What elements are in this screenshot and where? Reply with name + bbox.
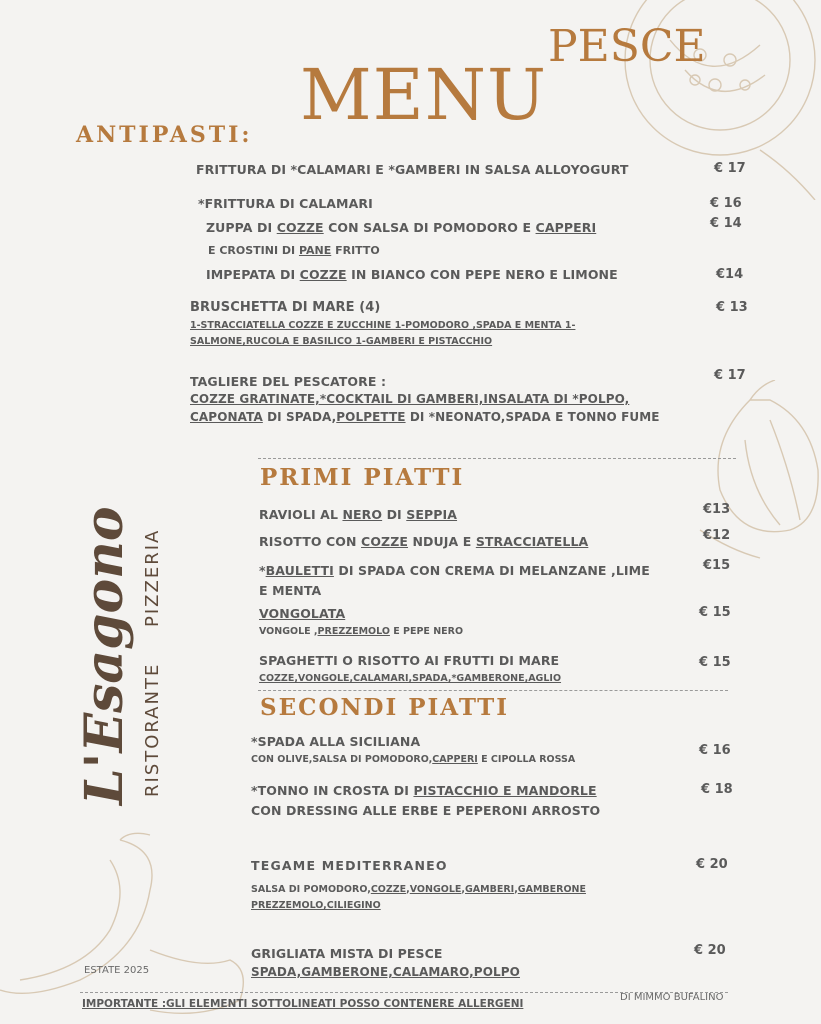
menu-item: *FRITTURA DI CALAMARI: [198, 196, 373, 211]
item-price: € 15: [699, 605, 731, 620]
item-description: E CROSTINI DI PANE FRITTO: [208, 244, 380, 257]
secondi-heading: SECONDI PIATTI: [260, 694, 510, 721]
item-price: € 14: [710, 216, 742, 231]
brand-subtitle: RISTORANTE PIZZERIA: [142, 528, 163, 797]
credit-label: DI MIMMO BUFALINO: [620, 992, 724, 1003]
menu-item: BRUSCHETTA DI MARE (4): [190, 300, 381, 315]
item-price: € 16: [699, 743, 731, 758]
item-description: 1-STRACCIATELLA COZZE E ZUCCHINE 1-POMODORO ,SPADA E MENTA 1-: [190, 320, 576, 331]
item-price: € 20: [696, 857, 728, 872]
pesce-title: PESCE: [548, 21, 706, 72]
item-description: COZZE,VONGOLE,CALAMARI,SPADA,*GAMBERONE,AGLIO: [259, 673, 562, 684]
divider: [258, 458, 736, 459]
brand-name: L'Esagono: [74, 506, 135, 805]
divider: [258, 690, 728, 691]
item-description: SALSA DI POMODORO,COZZE,VONGOLE,GAMBERI,GAMBERONE: [251, 884, 586, 895]
item-price: € 17: [714, 368, 746, 383]
item-description: SPADA,GAMBERONE,CALAMARO,POLPO: [251, 965, 520, 979]
menu-item: TEGAME MEDITERRANEO: [251, 858, 448, 873]
item-price: €13: [703, 502, 731, 517]
item-description: CAPONATA DI SPADA,POLPETTE DI *NEONATO,SPADA E TONNO FUME: [190, 410, 660, 424]
item-description: CON OLIVE,SALSA DI POMODORO,CAPPERI E CIPOLLA ROSSA: [251, 754, 576, 765]
brand-logo: [74, 506, 146, 805]
item-price: €12: [703, 528, 731, 543]
menu-title: MENU: [300, 54, 548, 136]
item-description: VONGOLE ,PREZZEMOLO E PEPE NERO: [259, 626, 464, 637]
item-description: COZZE GRATINATE,*COCKTAIL DI GAMBERI,INSALATA DI *POLPO,: [190, 392, 630, 406]
menu-item: SPAGHETTI O RISOTTO AI FRUTTI DI MARE: [259, 653, 560, 668]
menu-item: E MENTA: [259, 583, 322, 598]
menu-item: *BAULETTI DI SPADA CON CREMA DI MELANZANE ,LIME: [259, 563, 650, 578]
season-label: ESTATE 2025: [84, 965, 150, 976]
menu-item: ZUPPA DI COZZE CON SALSA DI POMODORO E CAPPERI: [206, 220, 597, 235]
item-price: € 17: [714, 161, 746, 176]
item-price: € 20: [694, 943, 726, 958]
item-price: €15: [703, 558, 731, 573]
menu-item: TAGLIERE DEL PESCATORE :: [190, 374, 387, 389]
menu-item: RISOTTO CON COZZE NDUJA E STRACCIATELLA: [259, 534, 589, 549]
item-price: € 15: [699, 655, 731, 670]
menu-item: RAVIOLI AL NERO DI SEPPIA: [259, 507, 458, 522]
menu-item: GRIGLIATA MISTA DI PESCE: [251, 946, 443, 961]
menu-item: *SPADA ALLA SICILIANA: [251, 734, 421, 749]
menu-item: CON DRESSING ALLE ERBE E PEPERONI ARROSTO: [251, 803, 601, 818]
menu-item: IMPEPATA DI COZZE IN BIANCO CON PEPE NERO E LIMONE: [206, 267, 618, 282]
item-price: €14: [716, 267, 744, 282]
menu-item: *TONNO IN CROSTA DI PISTACCHIO E MANDORLE: [251, 783, 597, 798]
menu-item: FRITTURA DI *CALAMARI E *GAMBERI IN SALSA ALLOYOGURT: [196, 162, 629, 177]
item-price: € 18: [701, 782, 733, 797]
pepper-sketch-icon: [0, 830, 250, 1024]
item-description: PREZZEMOLO,CILIEGINO: [251, 900, 381, 911]
item-price: € 13: [716, 300, 748, 315]
menu-item: VONGOLATA: [259, 606, 346, 621]
item-price: € 16: [710, 196, 742, 211]
allergen-note: IMPORTANTE :GLI ELEMENTI SOTTOLINEATI POSSO CONTENERE ALLERGENI: [82, 998, 524, 1010]
primi-heading: PRIMI PIATTI: [260, 464, 465, 491]
item-description: SALMONE,RUCOLA E BASILICO 1-GAMBERI E PISTACCHIO: [190, 336, 493, 347]
antipasti-heading: ANTIPASTI:: [76, 122, 253, 148]
